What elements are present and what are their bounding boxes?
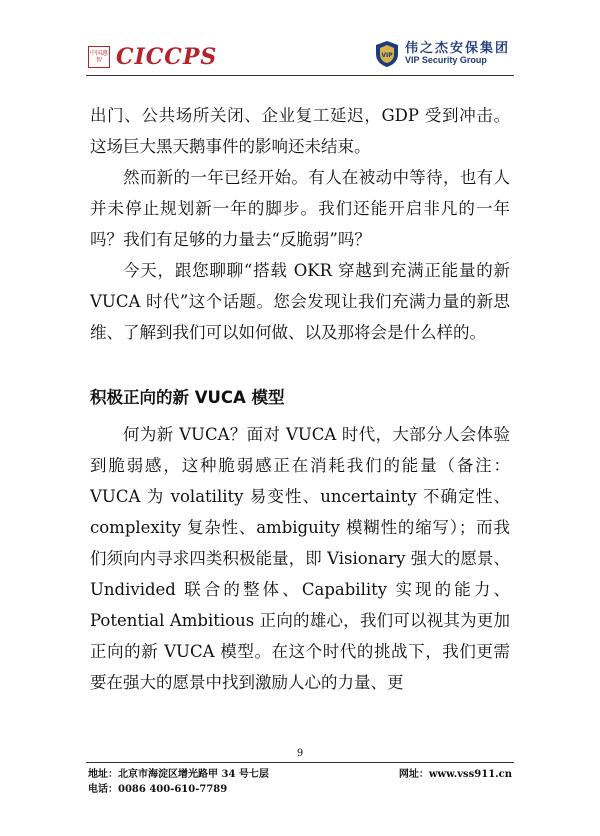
- paragraph-3: 今天，跟您聊聊“搭载 OKR 穿越到充满正能量的新 VUCA 时代”这个话题。您会发现让我们充满力量的新思维、了解到我们可以如何做、以及那将会是什么样的。: [90, 261, 510, 342]
- svg-text:VIP: VIP: [381, 52, 393, 59]
- footer-divider: [86, 762, 514, 763]
- paragraph-1: 出门、公共场所关闭、企业复工延迟，GDP 受到冲击。这场巨大黑天鹅事件的影响还未结束。: [90, 106, 510, 156]
- ciccps-logo: [88, 44, 217, 70]
- header-divider: [86, 75, 514, 76]
- vip-brand-text: [405, 42, 510, 66]
- document-body: [90, 100, 510, 698]
- paragraph-4: 何为新 VUCA？面对 VUCA 时代，大部分人会体验到脆弱感，这种脆弱感正在消耗我们的能量（备注：VUCA 为 volatility 易变性、uncertainty 不确定性、complexity 复杂性、ambiguity 模糊性的缩写）；而我们须向内寻求四类积极能量，即 Visionary 强大的愿景、Undivided 联合的整体、Capability 实现的能力、Potential Ambitious 正向的雄心，我们可以视其为更加正向的新 VUCA 模型。在这个时代的挑战下，我们更需要在强大的愿景中找到激励人心的力量、更: [90, 425, 510, 692]
- footer-address: 地址：北京市海淀区增光路甲 34 号七层: [88, 769, 269, 780]
- page-number: 9: [296, 748, 304, 759]
- section-heading: 积极正向的新 VUCA 模型: [90, 388, 285, 407]
- footer-phone: 电话：0086 400-610-7789: [88, 784, 228, 795]
- seal-icon: 中国惠智: [88, 46, 110, 68]
- page-header: [0, 0, 600, 84]
- paragraph-2: 然而新的一年已经开始。有人在被动中等待，也有人并未停止规划新一年的脚步。我们还能开启非凡的一年吗？我们有足够的力量去“反脆弱”吗？: [90, 168, 510, 249]
- ciccps-brand-text: CICCPS: [116, 44, 218, 70]
- page-footer: [88, 767, 512, 797]
- vip-security-logo: [375, 40, 510, 68]
- vip-brand-cn: 伟之杰安保集团: [404, 40, 510, 56]
- vip-brand-en: VIP Security Group: [404, 55, 487, 66]
- shield-icon: [375, 40, 399, 68]
- footer-website: 网址：www.vss911.cn: [398, 769, 512, 780]
